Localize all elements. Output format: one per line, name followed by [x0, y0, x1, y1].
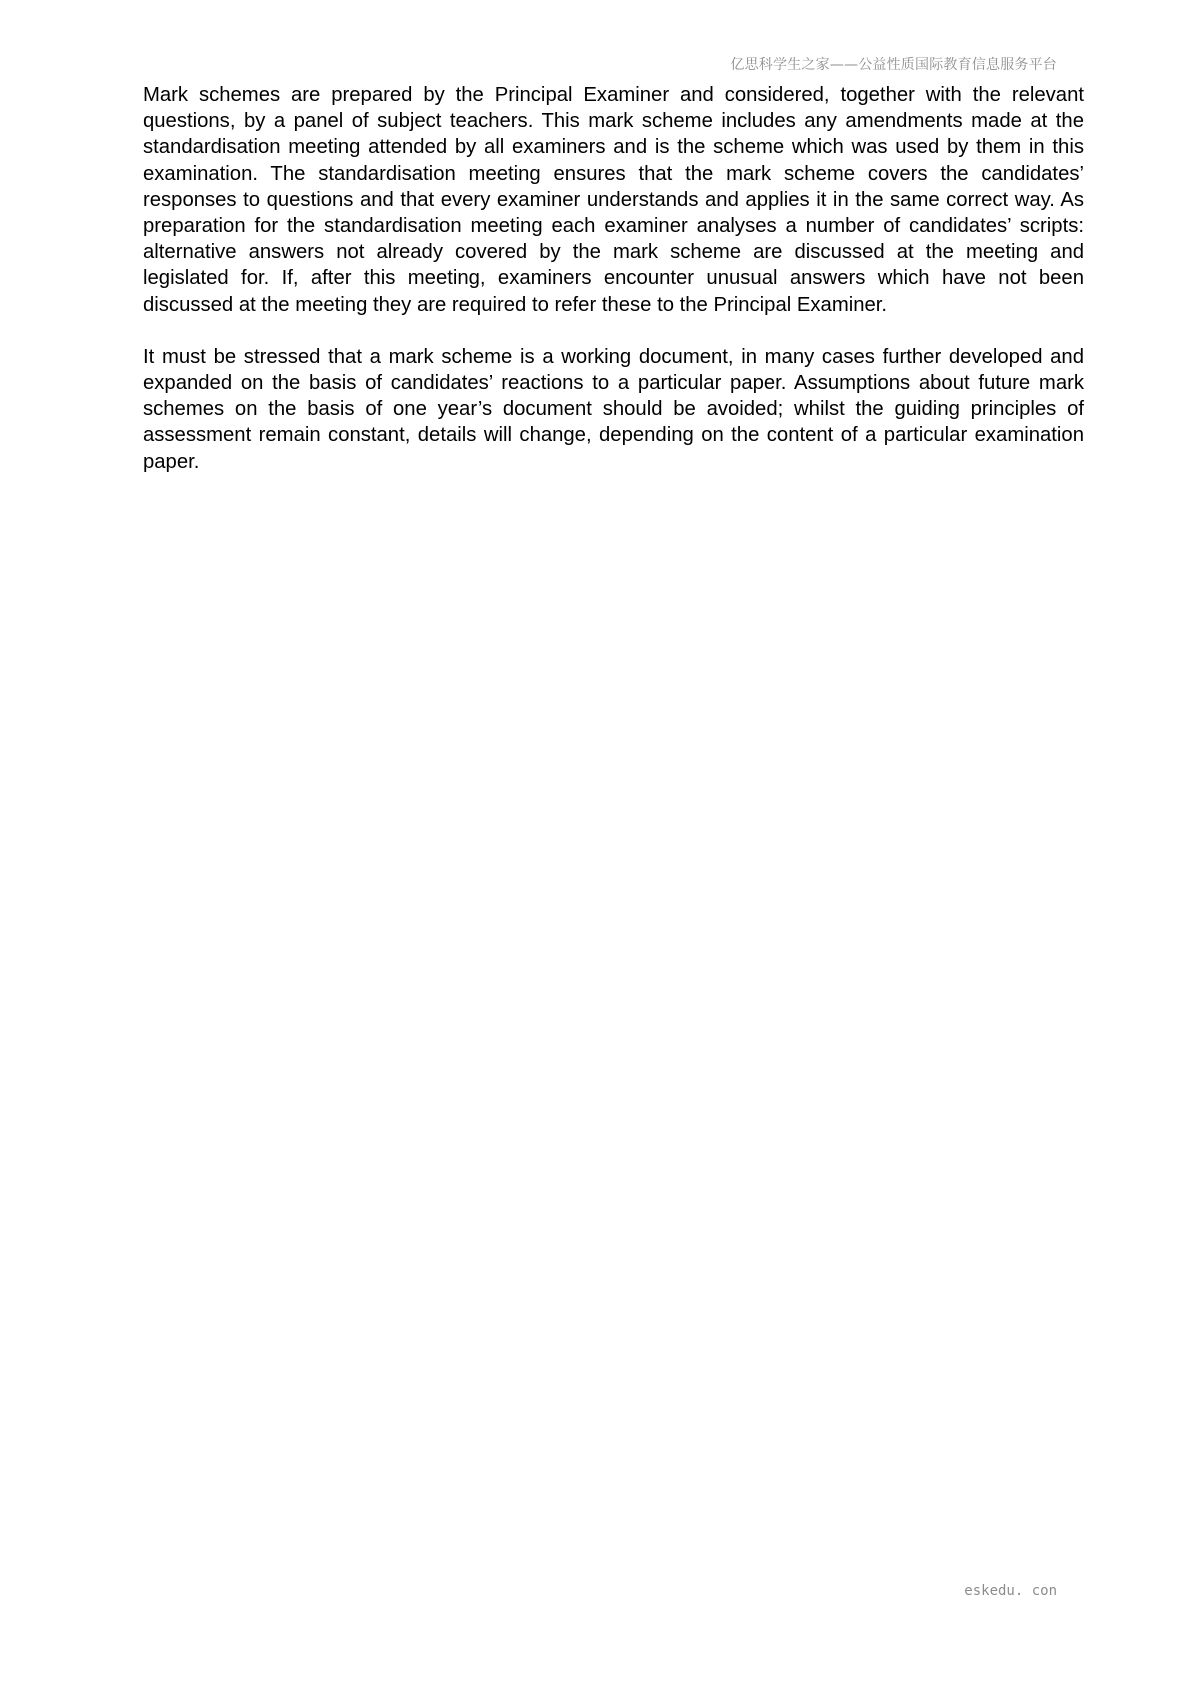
paragraph-mark-scheme-preparation: Mark schemes are prepared by the Principal Examiner and considered, together with the relevant questions, by a panel of subject teachers. This mark scheme includes any amendments made at the standardisation meeting attended by all examiners and is the scheme which was used by them in this examination. The standardisation meeting ensures that the mark scheme covers the candidates’ responses to questions and that every examiner understands and applies it in the same correct way. As preparation for the standardisation meeting each examiner analyses a number of candidates’ scripts: alternative answers not already covered by the mark scheme are discussed at the meeting and legislated for. If, after this meeting, examiners encounter unusual answers which have not been discussed at the meeting they are required to refer these to the Principal Examiner. — [143, 84, 1084, 316]
footer-site-text: eskedu. con — [964, 1583, 1057, 1599]
paragraph-working-document: It must be stressed that a mark scheme is a working document, in many cases further developed and expanded on the basis of candidates’ reactions to a particular paper. Assumptions about future mark schemes on the basis of one year’s document should be avoided; whilst the guiding principles of assessment remain constant, details will change, depending on the content of a particular examination paper. — [143, 345, 1084, 473]
document-body — [143, 82, 1084, 501]
header-watermark: 亿思科学生之家——公益性质国际教育信息服务平台 — [730, 57, 1057, 73]
